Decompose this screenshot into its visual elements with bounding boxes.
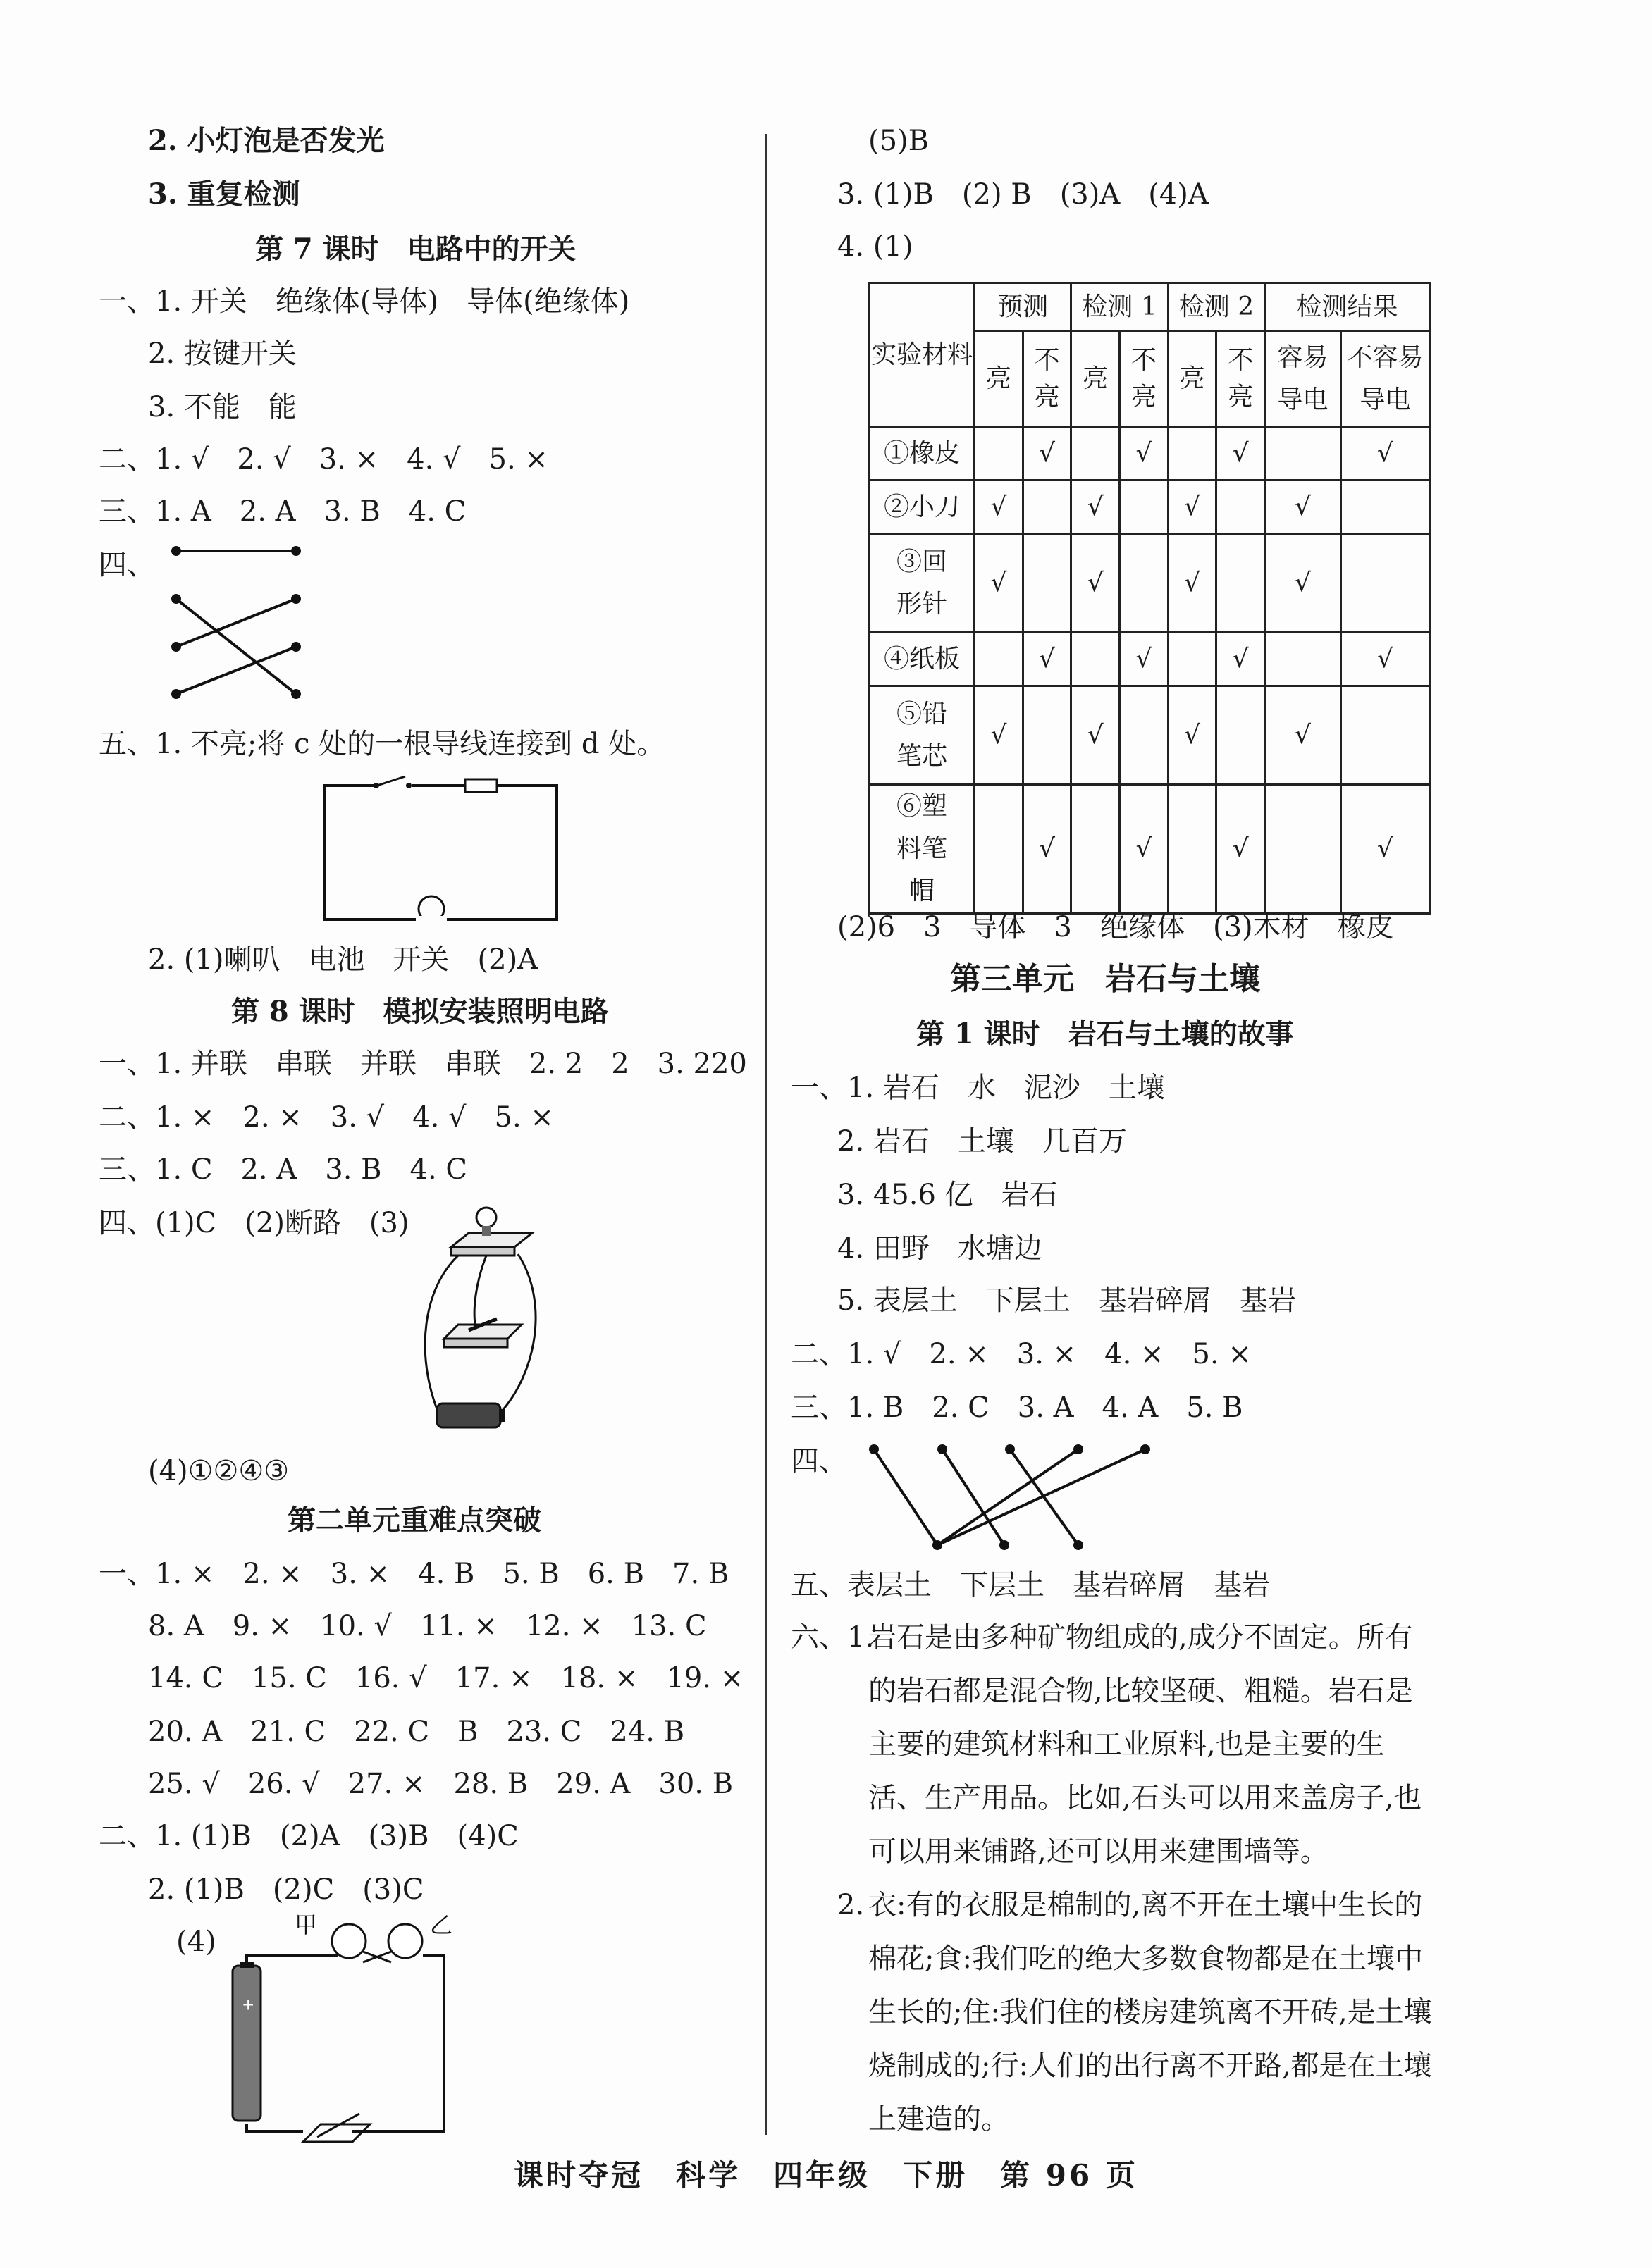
table-row <box>870 481 1430 534</box>
table-cell <box>975 785 1023 914</box>
section-heading: 第二单元重难点突破 <box>288 1504 541 1537</box>
table-cell <box>1071 785 1120 914</box>
table-cell: √ <box>1023 427 1071 481</box>
answer-line: 五、表层土 下层土 基岩碎屑 基岩 <box>791 1569 1270 1601</box>
material-name: ④纸板 <box>870 633 975 686</box>
answer-line: 二、1. (1)B (2)A (3)B (4)C <box>99 1820 519 1852</box>
table-cell <box>1023 686 1071 785</box>
answer-line: 四、(1)C (2)断路 (3) <box>99 1207 409 1239</box>
matching-diagram-2 <box>863 1441 1159 1554</box>
answer-paragraph: 岩石是由多种矿物组成的,成分不固定。所有的岩石都是混合物,比较坚硬、粗糙。岩石是主要的建筑材料和工业原料,也是主要的生活、生产用品。比如,石头可以用来盖房子,也可以用来铺路,还可以用来建围墙等。 <box>868 1621 1422 1868</box>
answer-line: 3. 45.6 亿 岩石 <box>837 1179 1058 1211</box>
answer-line: 14. C 15. C 16. √ 17. × 18. × 19. × <box>148 1662 744 1694</box>
table-cell: √ <box>1340 633 1429 686</box>
table-cell: √ <box>975 534 1023 633</box>
table-cell <box>975 633 1023 686</box>
table-cell <box>1023 534 1071 633</box>
answer-line: 三、1. C 2. A 3. B 4. C <box>99 1153 468 1186</box>
material-name: ③回形针 <box>870 534 975 633</box>
table-cell: √ <box>1120 633 1169 686</box>
table-cell <box>1340 686 1429 785</box>
answer-line: 4. 田野 水塘边 <box>837 1232 1042 1265</box>
table-cell <box>1023 481 1071 534</box>
material-name: ⑥塑料笔帽 <box>870 785 975 914</box>
table-cell <box>1120 686 1169 785</box>
answer-line: 3. 重复检测 <box>148 178 300 211</box>
col-header-predict: 预测 <box>975 283 1071 331</box>
answer-line: 8. A 9. × 10. √ 11. × 12. × 13. C <box>148 1610 707 1642</box>
answer-line: 三、1. B 2. C 3. A 4. A 5. B <box>791 1392 1243 1424</box>
col-header-test2: 检测 2 <box>1168 283 1264 331</box>
bulb-label-jia: 甲 <box>295 1911 318 1938</box>
unit-heading: 第三单元 岩石与土壤 <box>950 961 1260 997</box>
subheader-on: 亮 <box>975 331 1023 427</box>
answer-line: 5. 表层土 下层土 基岩碎屑 基岩 <box>837 1284 1296 1317</box>
answer-line: 一、1. 并联 串联 并联 串联 2. 2 2 3. 220 <box>99 1048 747 1080</box>
question-label: 2. <box>837 1889 865 1921</box>
page-footer: 课时夺冠 科学 四年级 下册 第 96 页 <box>514 2158 1138 2193</box>
answer-line: 二、1. × 2. × 3. √ 4. √ 5. × <box>99 1101 554 1134</box>
bulb-label-yi: 乙 <box>430 1911 453 1938</box>
table-cell: √ <box>1023 633 1071 686</box>
answer-line: 四、 <box>99 549 155 581</box>
series-circuit-diagram <box>218 1913 472 2145</box>
table-cell: √ <box>1216 427 1265 481</box>
answer-line: 2. (1)B (2)C (3)C <box>148 1873 424 1906</box>
table-cell: √ <box>1216 633 1265 686</box>
answer-line: (4)①②④③ <box>148 1455 290 1487</box>
table-cell: √ <box>1265 686 1341 785</box>
table-cell: √ <box>1168 534 1216 633</box>
table-cell <box>1265 785 1341 914</box>
answer-line: 2. 按键开关 <box>148 337 297 370</box>
table-cell <box>1120 481 1169 534</box>
table-cell <box>1340 481 1429 534</box>
table-row <box>870 427 1430 481</box>
table-cell <box>1340 534 1429 633</box>
answer-line: 2. 岩石 土壤 几百万 <box>837 1125 1127 1158</box>
col-header-test1: 检测 1 <box>1071 283 1168 331</box>
answer-line: 一、1. 岩石 水 泥沙 土壤 <box>791 1072 1165 1104</box>
table-cell <box>1168 427 1216 481</box>
section-heading: 第 8 课时 模拟安装照明电路 <box>231 995 609 1028</box>
table-row <box>870 534 1430 633</box>
table-row <box>870 785 1430 914</box>
answer-line: 一、1. 开关 绝缘体(导体) 导体(绝缘体) <box>99 285 630 318</box>
material-name: ①橡皮 <box>870 427 975 481</box>
table-cell <box>1216 686 1265 785</box>
table-cell <box>1265 633 1341 686</box>
answer-line: (2)6 3 导体 3 绝缘体 (3)木材 橡皮 <box>837 911 1394 943</box>
table-cell <box>1120 534 1169 633</box>
col-header-material: 实验材料 <box>870 283 975 427</box>
subheader-on: 亮 <box>1168 331 1216 427</box>
table-cell: √ <box>1340 427 1429 481</box>
table-cell <box>1071 633 1120 686</box>
answer-line: 3. 不能 能 <box>148 391 297 423</box>
table-cell: √ <box>1265 534 1341 633</box>
table-row <box>870 633 1430 686</box>
answer-line: 二、1. √ 2. √ 3. × 4. √ 5. × <box>99 443 548 476</box>
col-header-result: 检测结果 <box>1265 283 1430 331</box>
subheader-off: 不亮 <box>1120 331 1169 427</box>
section-heading: 第 7 课时 电路中的开关 <box>255 233 577 266</box>
column-divider <box>765 134 767 2135</box>
matching-diagram-1 <box>169 543 310 705</box>
table-cell: √ <box>975 481 1023 534</box>
table-row <box>870 686 1430 785</box>
table-cell: √ <box>1340 785 1429 914</box>
table-cell: √ <box>1071 481 1120 534</box>
table-cell <box>1168 633 1216 686</box>
detection-table <box>868 282 1431 915</box>
table-cell <box>1265 427 1341 481</box>
answer-line: 四、 <box>791 1445 847 1477</box>
subheader-hard: 不容易导电 <box>1340 331 1429 427</box>
subheader-off: 不亮 <box>1216 331 1265 427</box>
table-cell: √ <box>1216 785 1265 914</box>
answer-line: 2. (1)喇叭 电池 开关 (2)A <box>148 943 538 976</box>
table-cell <box>1071 427 1120 481</box>
subheader-on: 亮 <box>1071 331 1120 427</box>
table-cell: √ <box>1071 686 1120 785</box>
table-cell <box>1216 534 1265 633</box>
answer-line: 3. (1)B (2) B (3)A (4)A <box>837 178 1209 211</box>
table-cell: √ <box>975 686 1023 785</box>
question-label: 六、1. <box>791 1621 875 1654</box>
answer-paragraph: 衣:有的衣服是棉制的,离不开在土壤中生长的棉花;食:我们吃的绝大多数食物都是在土壤中生长的;住:我们住的楼房建筑离不开砖,是土壤烧制成的;行:人们的出行离不开路,都是在土壤上建造的。 <box>868 1889 1432 2136</box>
table-cell <box>1216 481 1265 534</box>
table-cell: √ <box>1023 785 1071 914</box>
material-name: ②小刀 <box>870 481 975 534</box>
table-cell: √ <box>1265 481 1341 534</box>
answer-line: 一、1. × 2. × 3. × 4. B 5. B 6. B 7. B <box>99 1558 729 1590</box>
table-cell: √ <box>1120 785 1169 914</box>
table-cell: √ <box>1120 427 1169 481</box>
svg-text:+: + <box>242 1994 254 2016</box>
lighting-circuit-diagram <box>409 1198 550 1451</box>
subheader-easy: 容易导电 <box>1265 331 1341 427</box>
answer-line: 20. A 21. C 22. C B 23. C 24. B <box>148 1716 685 1748</box>
subheader-off: 不亮 <box>1023 331 1071 427</box>
answer-line: 4. (1) <box>837 230 913 263</box>
answer-line: (5)B <box>868 125 930 157</box>
table-cell: √ <box>1168 686 1216 785</box>
table-cell <box>975 427 1023 481</box>
material-name: ⑤铅笔芯 <box>870 686 975 785</box>
answer-line: 二、1. √ 2. × 3. × 4. × 5. × <box>791 1338 1252 1370</box>
answer-line: 2. 小灯泡是否发光 <box>148 124 385 157</box>
answer-line: 五、1. 不亮;将 c 处的一根导线连接到 d 处。 <box>99 728 665 760</box>
table-cell: √ <box>1168 481 1216 534</box>
circuit-diagram-1 <box>317 775 564 930</box>
table-cell <box>1168 785 1216 914</box>
answer-line: 25. √ 26. √ 27. × 28. B 29. A 30. B <box>148 1768 734 1800</box>
answer-line: (4) <box>176 1926 216 1958</box>
table-cell: √ <box>1071 534 1120 633</box>
section-heading: 第 1 课时 岩石与土壤的故事 <box>916 1017 1294 1051</box>
answer-line: 三、1. A 2. A 3. B 4. C <box>99 495 467 528</box>
